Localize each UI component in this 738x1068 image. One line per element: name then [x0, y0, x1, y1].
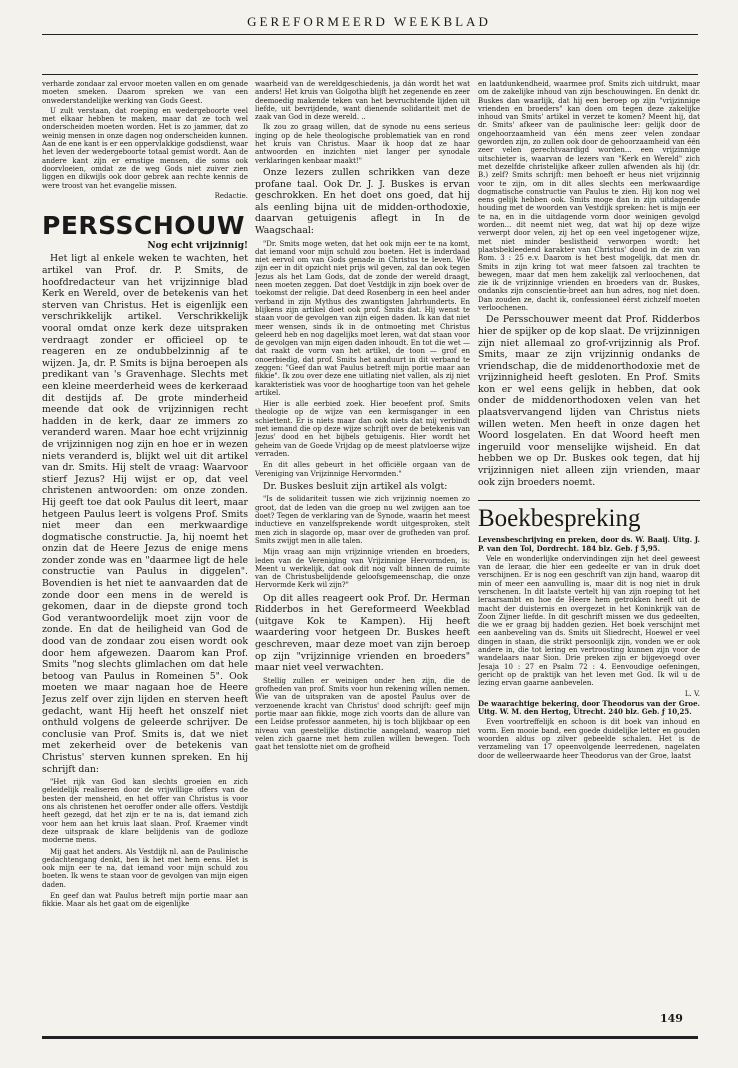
quote-paragraph: Hier is alle eerbied zoek. Hier beoefent prof. Smits theologie op de wijze van een kermisganger in een schiettent. Er is niets maar dan ook niets dat mij verbindt met iemand die op deze wijze schrijft over de betekenis van Jezus' dood en het bijbels getuigenis. Hier wordt het geheim van de Goede Vrijdag op de meest platvloerse wijze verraden.	[255, 400, 470, 458]
signature: Redactie.	[214, 191, 248, 200]
article-paragraph: Onze lezers zullen schrikken van deze profane taal. Ook Dr. J. J. Buskes is ervan geschrokken. En het doet ons goed, dat hij als eenling bijna uit de midden-orthodoxie, daarvan getuigenis aflegt in In de Waagschaal:	[255, 166, 470, 236]
section-heading-persschouw: PERSSCHOUW	[42, 211, 245, 241]
article-paragraph: Dr. Buskes besluit zijn artikel als volgt:	[263, 480, 448, 492]
page-number: 149	[660, 1012, 683, 1025]
quote-block	[42, 778, 248, 908]
quote-paragraph: "Het rijk van God kan slechts groeien en zich geleidelijk realiseren door de vrijwillige offers van de besten der mensheid, en het offer van Christus is voor ons als christenen het oeroffer onder alle offers. Vestdijk heeft gezegd, dat het zijn er te na is, dat iemand zich voor hem aan het kruis laat slaan. Prof. Kraemer vindt deze uitspraak de klare belijdenis van de godloze moderne mens.	[42, 778, 248, 845]
article-paragraph: Het ligt al enkele weken te wachten, het artikel van Prof. dr. P. Smits, de hoofdredacteur van het vrijzinnige blad Kerk en Wereld, over de betekenis van het sterven van Christus. Het is eigenlijk een verschrikkelijk artikel. Verschrikkelijk vooral omdat onze kerk deze uitspraken verdraagt zonder er officieel op te reageren en ze ondubbelzinnig af te wijzen. Ja, dr. P. Smits is bijna beroepen als predikant van 's Gravenhage. Slechts met een kleine meerderheid wees de kerkeraad dit destijds af. De grote minderheid meende dat ook de vrijzinnigen recht hadden in de kerk, daar ze immers zo veranderd waren. Maar hoe echt vrijzinnig de vrijzinnigen nog zijn en hoe er in wezen niets veranderd is, blijkt wel uit dit artikel van dr. Smits. Hij stelt de vraag: Waarvoor stierf Jezus? Hij wijst er op, dat veel christenen antwoorden: om onze zonden. Hij geeft toe dat ook Paulus dit leert, maar hetgeen Paulus leert is volgens Prof. Smits niet meer dan een merkwaardige dogmatische constructie. Ja, hij noemt het onzin dat de Heere Jezus de enige mens zonder zonde was en "daarmee ligt de hele constructie van Paulus in diggelen". Bovendien is het niet te aanvaarden dat de zonde door een mens in de wereld is gekomen, daar in de diepste grond toch God verantwoordelijk moet zijn voor de zonde. En dat de heiligheid van God de dood van de zondaar zou eisen wordt ook door hem afgewezen. Daarom kan Prof. Smits "nog slechts glimlachen om dat hele betoog van Paulus in Romeinen 5". Ook moeten we maar nagaan hoe de Heere Jezus zelf over zijn lijden en sterven heeft gedacht, want Hij heeft het onszelf niet onthuld volgens de geleerde schrijver. De conclusie van Prof. Smits is, dat we niet met zekerheid over de betekenis van Christus' sterven kunnen spreken. En hij schrijft dan:	[42, 253, 248, 775]
article-subheading: Nog echt vrijzinnig!	[147, 241, 248, 252]
article-body	[42, 253, 248, 775]
quote-paragraph: Mij gaat het anders. Als Vestdijk nl. aan de Paulinische gedachtengang denkt, ben ik het met hem eens. Het is ook mijn eer te na, dat iemand voor mijn schuld zou boeten. Ik wens te staan voor de gevolgen van mijn eigen daden.	[42, 847, 248, 889]
article-body	[255, 593, 470, 674]
quote-block	[255, 240, 470, 478]
quote-paragraph: En dit alles gebeurt in het officiële orgaan van de Vereniging van Vrijzinnige Hervormden."	[255, 461, 470, 478]
review-text: Vele en wonderlijke ondervindingen zijn het deel geweest van de leraar, die hier een gedeelte er van in druk doet verschijnen. Er is nog een geschrift van zijn hand, waarop dit min of meer een aanvulling is, maar dit is nog niet in druk verschenen. In dit laatste vertelt hij van zijn roeping tot het leraarsambt en hoe de Heere hem getrokken heeft uit de macht der duisternis en overgezet in het Koninkrijk van de Zoon Zijner liefde. In dit geschrift missen we dus gedeelten, die we er graag bij hadden gezien. Het boek verschijnt met een aanbeveling van ds. Smits uit Sliedrecht, Hoewel er veel dingen in staan, die strikt persoonlijk zijn, vonden we er ook andere in, die tot lering en vertroosting kunnen zijn voor de wandelaars naar Sion. Drie preken zijn er bijgevoegd over Jesaja 10 : 27 en Psalm 72 : 4. Eenvoudige oefeningen, gericht op de praktijk van het leven met God. Ik wil u de lezing ervan gaarne aanbevelen.	[478, 554, 700, 688]
quote-paragraph: en laatdunkendheid, waarmee prof. Smits zich uitdrukt, maar om de zakelijke inhoud van zijn beschouwingen. En denkt dr. Buskes dan waarlijk, dat hij een beroep op zijn "vrijzinnige vrienden en broeders" kan doen om tegen deze zakelijke inhoud van Smits' artikel in verzet te komen? Meent hij, dat dr. Smits' afkeer van de paulinische leer: gelijk door de ongehoorzaamheid van één mens zeer velen zondaar geworden zijn, zo zullen ook door de gehoorzaamheid van één zeer velen gerechtvaardigd worden... een vrijzinnige uitschieter is, waarvan de lezers van "Kerk en Wereld" zich met dezelfde christelijke afkeer zullen afwenden als hij (dr. B.) zelf? Smits schrijft: men behoeft er heus niet vrijzinnig voor te zijn, om in dit alles slechts een merkwaardige dogmatische constructie van Paulus te zien. Hij kon nog wel eens gelijk hebben ook. Smits moge dan in zijn uitdagende houding met de woorden van Vestdijk spreken: het is mijn eer te na, en in die uitdagende vorm door weinigen gevolgd worden... dit neemt niet weg, dat wat hij op deze wijze verwerpt door velen, zij het op een veel ingetogener wijze, met niet minder beslistheid verworpen wordt: het plaatsbekleedend karakter van Christus' dood in de zin van Rom. 3 : 25 e.v. Daarom is het best mogelijk, dat men dr. Smits in zijn kring tot wat meer fatsoen zal trachten te bewegen, maar dat men hem zakelijk zal verloochenen, dat zie ik de vrijzinnige vrienden en broeders van dr. Buskes, ondanks zijn conscientie-breet aan hun adres, nog niet doen. Dan zouden ze, dacht ik, confessioneel éérst zichzelf moeten verloochenen.	[478, 80, 700, 313]
article-text: verharde zondaar zal ervoor moeten vallen en om genade moeten smeken. Daarom spreken we van een onwederstandelijke werking van Gods Geest.	[42, 80, 248, 105]
book-title: De waarachtige bekering, door Theodorus van der Groe. Uitg. W. M. den Hertog, Utrecht. 240 blz. Geb. ƒ 10,25.	[478, 698, 700, 717]
column-1	[42, 80, 248, 1010]
masthead-rule-top	[42, 34, 698, 35]
section-heading-boekbespreking: Boekbespreking	[478, 500, 700, 533]
article-paragraph: De Persschouwer meent dat Prof. Ridderbos hier de spijker op de kop slaat. De vrijzinnigen zijn niet allemaal zo grof-vrijzinnig als Prof. Smits, maar ze zijn vrijzinnig ondanks de vriendschap, die de middenorthodoxie met de vrijzinnigheid heeft gesloten. En Prof. Smits kon er wel eens gelijk in hebben, dat ook onder de middenorthodoxen velen van het plaatsvervangend lijden van Christus niets willen weten. Men heeft in onze dagen het Woord losgelaten. En dat Woord heeft men ingeruild voor menselijke wijsheid. En dat hebben we op Dr. Buskes ook tegen, dat hij vrijzinnigen niet alleen zijn vrienden, maar ook zijn broeders noemt.	[478, 314, 700, 488]
review-text: Even voortreffelijk en schoon is dit boek van inhoud en vorm. Een mooie band, een goede duidelijke letter en gouden woorden aldus op zilver gebeelde schalen. Het is de verzameling van 17 opeenvolgende leerredenen, nagelaten door de welleerwaarde heer Theodorus van der Groe, laatst	[478, 718, 700, 760]
quote-paragraph: "Is de solidariteit tussen wie zich vrijzinnig noemen zo groot, dat de leden van die groep nu wel zwijgen aan toe doet? Tegen de verklaring van de Synode, waarin het meest inductieve en vanzelfsprekende wordt uitgesproken, stelt men zich in slagorde op, maar over de grofheden van prof. Smits zwijgt men in alle talen.	[255, 495, 470, 545]
quote-paragraph: Ik zou zo graag willen, dat de synode nu eens serieus inging op de hele theologische problematiek van en rond het kruis van Christus. Maar ik hoop dat ze haar antwoorden en inzichten niet langer per synodale verklaringen kenbaar maakt!"	[255, 123, 470, 165]
quote-paragraph: En geef dan wat Paulus betreft mijn portie maar aan fikkie. Maar als het gaat om de eigenlijke	[42, 892, 248, 909]
quote-paragraph: waarheid van de wereldgeschiedenis, ja dán wordt het wat anders! Het kruis van Golgotha blijft het zegenende en zeer deemoedig makende teken van het bevruchtende lijden uit liefde, uit bevrijdende, want dienende solidariteit met de zaak van God in deze wereld. ..	[255, 80, 470, 122]
article-body	[255, 167, 470, 237]
bottom-rule	[42, 1036, 698, 1039]
quote-paragraph: Mijn vraag aan mijn vrijzinnige vrienden en broeders, leden van de Vereniging van Vrijzinnige Hervormden, is: Meent u werkelijk, dat ook dit nog valt binnen de ruimte van de Christusbelijdende geloofsgemeenschap, die onze Hervormde Kerk wil zijn?"	[255, 548, 470, 590]
quote-block	[255, 677, 470, 752]
masthead: GEREFORMEERD WEEKBLAD	[247, 14, 491, 29]
article-paragraph: Op dit alles reageert ook Prof. Dr. Herman Ridderbos in het Gereformeerd Weekblad (uitgave Kok te Kampen). Hij heeft waardering voor hetgeen Dr. Buskes heeft geschreven, maar deze moet van zijn beroep op zijn "vrijzinnige vrienden en broeders" maar niet veel verwachten.	[255, 592, 470, 674]
article-text: U zult verstaan, dat roeping en wedergeboorte veel met elkaar hebben te maken, maar dat ze toch wel onderscheiden moeten worden. Het is zo jammer, dat zo weinig mensen in onze dagen nog onderscheiden kunnen. Aan de ene kant is er een oppervlakkige godsdienst, waar het leven der wedergeboorte totaal gemist wordt. Aan de andere kant zijn er ernstige mensen, die soms ook doorvloeien, omdat ze de weg Gods niet zuiver zien liggen en dikwijls ook door gebrek aan rechte kennis de were troost van het evangelie missen.	[42, 106, 248, 190]
signature: L. V.	[684, 689, 700, 698]
article-body	[255, 481, 470, 493]
masthead-rule-bottom	[42, 74, 698, 75]
quote-paragraph: Stellig zullen er weinigen onder hen zijn, die de grofheden van prof. Smits voor hun rekening willen nemen. Wie van de uitspraken van de apostel Paulus over de verzoenende kracht van Christus' dood schrijft: geef mijn portie maar aan fikkie, moge zich voorts dan de allure van een Leidse professor aanmeten, hij is toch blijkbaar op een niveau van geestelijke distinctie aangeland, waarop niet velen zich gaarne met hem zullen willen bewegen. Toch gaat het tenslotte niet om de grofheid	[255, 676, 470, 752]
quote-paragraph: "Dr. Smits moge weten, dat het ook mijn eer te na komt, dat iemand voor mijn schuld zou boeten. Het is inderdaad niet eervol om van Gods genade in Christus te leven. Wie zijn eer in dit opzicht niet prijs wil geven, zal dan ook tegen Jezus als het Lam Gods, dat de zonde der wereld draagt, neen moeten zeggen. Dat doet Vestdijk in zijn boek over de toekomst der religie. Dat deed Rosenberg in een heel ander verband in zijn Mythus des zwantigsten Jahrhunderts. En blijkens zijn artikel doet ook prof. Smits dat. Hij wenst te staan voor de gevolgen van zijn eigen daden. Ik kan dat niet meer wensen, sinds ik in de ontmoeting met Christus geleerd heb en nog dagelijks moet leren, wat dat staan voor de gevolgen van mijn eigen daden inhoudt. En tot die wet — dat raakt de vorm van het artikel, de toon — grof en onoerbiedig, dat prof. Smits het aanduurt in dit verband te zeggen: "Geef dan wat Paulus betreft mijn portie maar aan fikkie". Ik zou over deze ene uitlating niet vallen, als zij niet karakteristiek was voor de hooghartige toon van het gehele artikel.	[255, 239, 470, 397]
column-3	[478, 80, 700, 1010]
quote-block	[255, 495, 470, 589]
column-2	[255, 80, 470, 1010]
book-title: Levensbeschrijving en preken, door ds. W. Baaij. Uitg. J. P. van den Tol, Dordrecht. 184 blz. Geb. ƒ 5,95.	[478, 535, 700, 553]
article-body	[478, 314, 700, 488]
